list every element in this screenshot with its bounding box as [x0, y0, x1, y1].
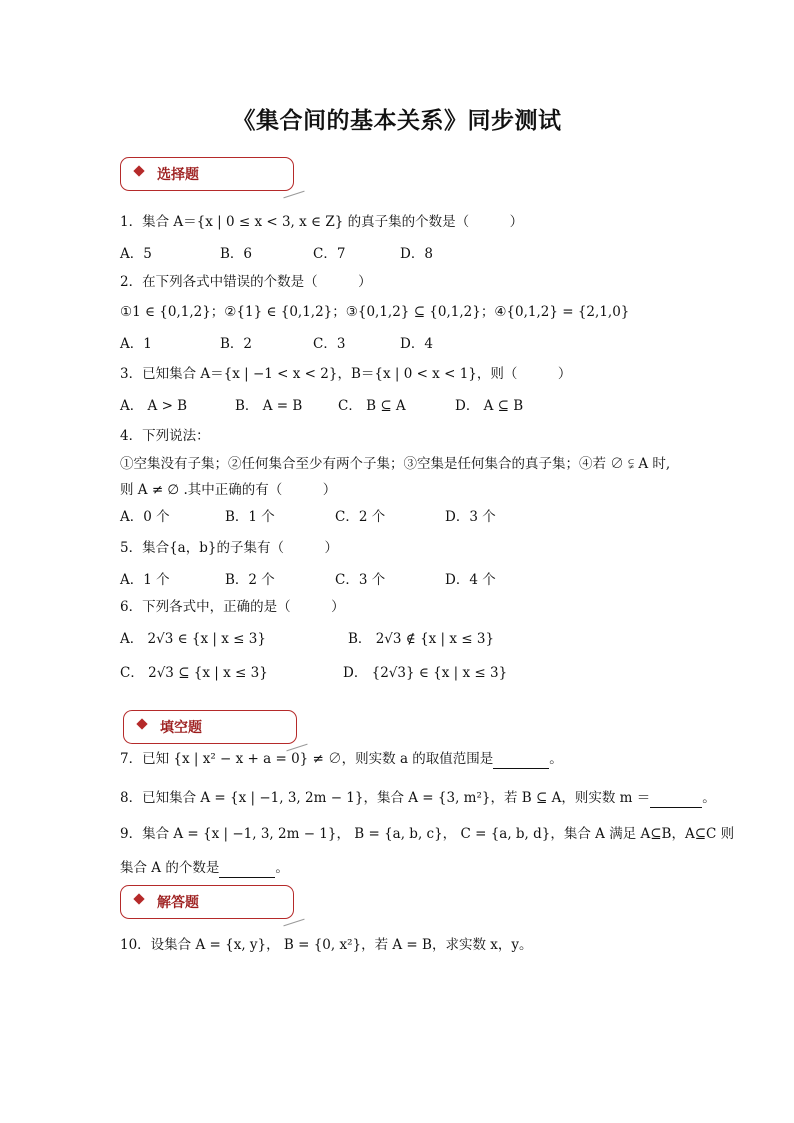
q6-option-c: C． 2√3 ⊆ {x | x ≤ 3}: [120, 665, 268, 681]
diamond-bullet-icon: [133, 165, 144, 176]
q4-option-c: C．2 个: [335, 509, 386, 525]
section-label: 填空题: [160, 720, 202, 736]
q1-option-c: C．7: [313, 246, 346, 262]
question-6: 6．下列各式中，正确的是（ ）: [120, 599, 345, 615]
q1-option-d: D．8: [400, 246, 433, 262]
q5-option-d: D．4 个: [445, 572, 496, 588]
q2-option-b: B．2: [220, 336, 253, 352]
question-9-line2: [120, 858, 289, 878]
q4-option-a: A．0 个: [120, 509, 170, 525]
question-7-tail: 。: [549, 751, 563, 767]
q6-option-a: A． 2√3 ∈ {x | x ≤ 3}: [120, 631, 266, 647]
question-9-tail: 。: [275, 860, 289, 876]
decorative-line: [283, 191, 304, 199]
q3-option-b: B． A = B: [235, 398, 303, 414]
question-7-text: 7．已知 {x | x² − x + a = 0} ≠ ∅，则实数 a 的取值范围是: [120, 751, 494, 767]
question-1: 1．集合 A＝{x | 0 ≤ x < 3, x ∈ Z} 的真子集的个数是（ ）: [120, 214, 524, 230]
question-4: 4．下列说法：: [120, 428, 210, 444]
q3-option-d: D． A ⊆ B: [455, 398, 524, 414]
q6-option-d: D． {2√3} ∈ {x | x ≤ 3}: [343, 665, 508, 681]
question-7: [120, 749, 563, 769]
question-4-line1: ①空集没有子集；②任何集合至少有两个子集；③空集是任何集合的真子集；④若 ∅ ⫋ A 时,: [120, 456, 671, 472]
question-2: 2．在下列各式中错误的个数是（ ）: [120, 274, 372, 290]
q3-option-c: C． B ⊆ A: [338, 398, 406, 414]
question-5: 5．集合{a，b}的子集有（ ）: [120, 540, 338, 556]
question-8-text: 8．已知集合 A = {x | −1, 3, 2m − 1}，集合 A = {3, m²}，若 B ⊆ A，则实数 m ＝: [120, 790, 651, 806]
q1-option-a: A．5: [120, 246, 152, 262]
answer-blank: [219, 863, 275, 878]
q2-option-c: C．3: [313, 336, 346, 352]
q4-option-d: D．3 个: [445, 509, 496, 525]
section-header-answer: [120, 885, 294, 919]
page-title: 《集合间的基本关系》同步测试: [232, 107, 562, 134]
question-3: 3．已知集合 A＝{x | −1 < x < 2}，B＝{x | 0 < x < 1}，则（ ）: [120, 366, 572, 382]
section-label: 选择题: [157, 167, 199, 183]
q2-option-d: D．4: [400, 336, 433, 352]
question-10: 10．设集合 A = {x, y}， B = {0, x²}，若 A = B，求实数 x，y。: [120, 937, 533, 953]
q1-option-b: B．6: [220, 246, 253, 262]
question-2-items: ①1 ∈ {0,1,2}；②{1} ∈ {0,1,2}；③{0,1,2} ⊆ {0,1,2}；④{0,1,2} = {2,1,0}: [120, 304, 630, 320]
question-9-text: 集合 A 的个数是: [120, 860, 220, 876]
q5-option-a: A．1 个: [120, 572, 170, 588]
question-4-line2: 则 A ≠ ∅ .其中正确的有（ ）: [120, 482, 337, 498]
q5-option-c: C．3 个: [335, 572, 386, 588]
q5-option-b: B．2 个: [225, 572, 275, 588]
decorative-line: [283, 919, 304, 927]
q6-option-b: B． 2√3 ∉ {x | x ≤ 3}: [348, 631, 495, 647]
section-header-choice: [120, 157, 294, 191]
q3-option-a: A． A > B: [120, 398, 188, 414]
q2-option-a: A．1: [120, 336, 152, 352]
question-9-line1: 9．集合 A = {x | −1, 3, 2m − 1}， B = {a, b, c}， C = {a, b, d}，集合 A 满足 A⊆B，A⊆C 则: [120, 826, 735, 842]
q4-option-b: B．1 个: [225, 509, 275, 525]
question-8-tail: 。: [702, 790, 716, 806]
diamond-bullet-icon: [136, 718, 147, 729]
question-8: [120, 788, 716, 808]
diamond-bullet-icon: [133, 893, 144, 904]
answer-blank: [650, 793, 702, 808]
section-header-fill: [123, 710, 297, 744]
section-label: 解答题: [157, 895, 199, 911]
answer-blank: [493, 754, 549, 769]
